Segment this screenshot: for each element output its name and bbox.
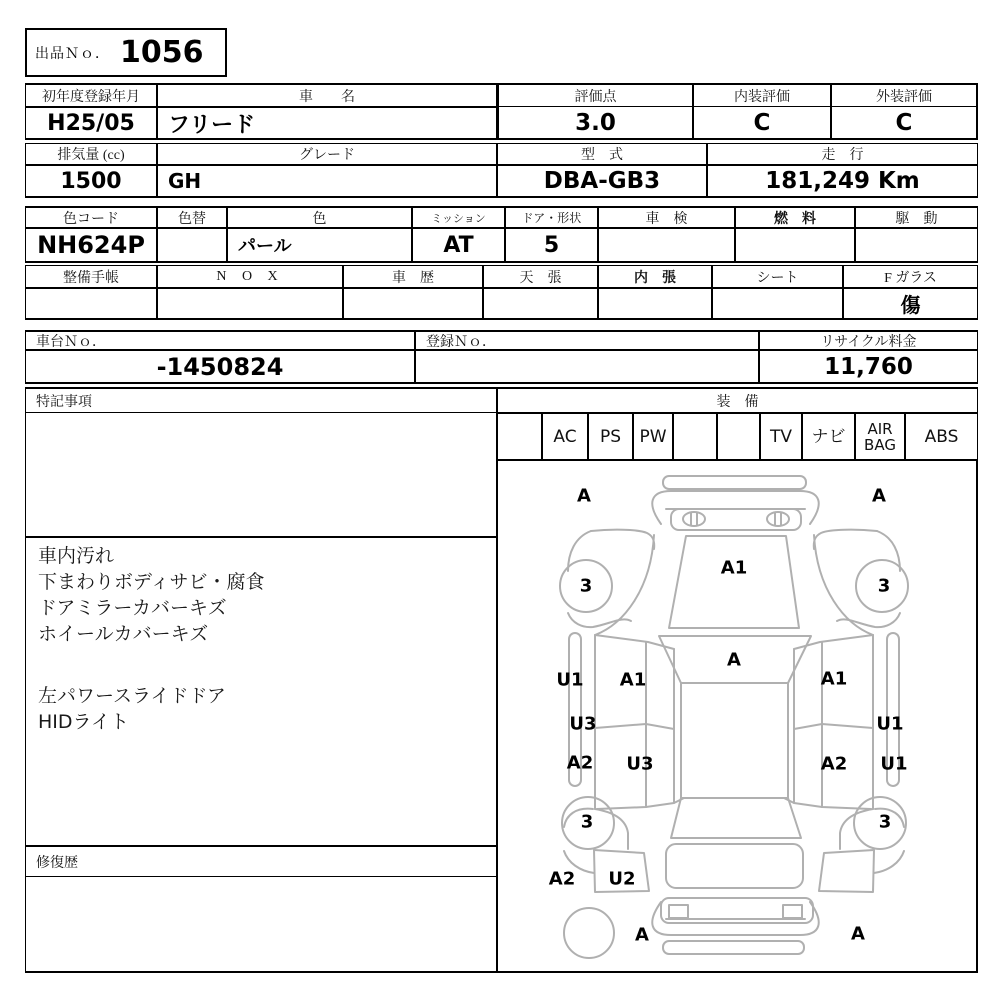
- damage-code-label: 3: [878, 811, 892, 833]
- notes-empty-box: [25, 413, 497, 537]
- chassis-no-label: 車台Ｎｏ．: [25, 330, 415, 350]
- displacement-label: 排気量 (cc): [25, 143, 157, 165]
- note-line: 左パワースライドドア: [38, 685, 226, 707]
- car-name-label: 車 名: [157, 83, 497, 107]
- damage-code-label: A1: [619, 669, 647, 691]
- equipment-header: 装 備: [497, 387, 978, 413]
- registration-year-value: H25/05: [25, 107, 157, 140]
- equipment-cell-navi: ナビ: [802, 413, 855, 460]
- inspection-label: 車 検: [598, 206, 735, 228]
- transmission-label: ミッション: [412, 206, 505, 228]
- equipment-cell: [717, 413, 760, 460]
- history-value: [343, 288, 483, 320]
- color-code-label: 色コード: [25, 206, 157, 228]
- exterior-grade-value: C: [830, 107, 976, 138]
- maintenance-book-value: [25, 288, 157, 320]
- special-notes-header: 特記事項: [25, 387, 497, 413]
- equipment-cell-airbag: AIR BAG: [855, 413, 905, 460]
- score-value: 3.0: [575, 109, 616, 136]
- equipment-cell-ac: AC: [542, 413, 588, 460]
- equipment-cell-abs: ABS: [905, 413, 978, 460]
- front-glass-label: F ガラス: [843, 265, 978, 288]
- equipment-cell-ps: PS: [588, 413, 633, 460]
- note-line: HIDライト: [38, 711, 129, 733]
- color-change-label: 色替: [157, 206, 227, 228]
- damage-code-label: A: [851, 923, 865, 945]
- note-line: 車内汚れ: [38, 545, 115, 567]
- damage-code-label: 3: [877, 575, 891, 597]
- damage-code-label: A1: [820, 668, 848, 690]
- grade-label: グレード: [157, 143, 497, 165]
- damage-diagram: [497, 460, 978, 973]
- equipment-cell: [497, 413, 542, 460]
- model-code-label: 型 式: [497, 143, 707, 165]
- damage-code-label: A2: [566, 752, 594, 774]
- displacement-value: 1500: [25, 165, 157, 198]
- damage-code-label: U1: [880, 753, 908, 775]
- recycle-fee-value: 11,760: [759, 350, 978, 384]
- damage-code-label: A2: [548, 868, 576, 890]
- grade-score-block: [497, 83, 978, 140]
- transmission-value: AT: [412, 228, 505, 263]
- seat-value: [712, 288, 843, 320]
- drive-value: [855, 228, 978, 263]
- lot-number-value: 1056: [120, 35, 204, 70]
- damage-code-label: U3: [569, 713, 597, 735]
- damage-code-label: U3: [626, 753, 654, 775]
- color-label: 色: [227, 206, 412, 228]
- interior-trim-value: [598, 288, 712, 320]
- registration-year-label: 初年度登録年月: [25, 83, 157, 107]
- doors-label: ドア・形状: [505, 206, 598, 228]
- nox-value: [157, 288, 343, 320]
- damage-code-label: A1: [720, 557, 748, 579]
- equipment-cell-pw: PW: [633, 413, 673, 460]
- front-glass-value: 傷: [843, 288, 978, 320]
- repair-history-header: 修復歴: [25, 845, 497, 877]
- car-name-value: フリード: [157, 107, 497, 140]
- special-notes-box: [25, 537, 497, 845]
- damage-code-label: 3: [580, 811, 594, 833]
- color-change-value: [157, 228, 227, 263]
- damage-code-label: U2: [608, 868, 636, 890]
- score-label: 評価点: [499, 85, 692, 107]
- history-label: 車 歴: [343, 265, 483, 288]
- exterior-grade-label: 外装評価: [830, 85, 976, 107]
- fuel-value: [735, 228, 855, 263]
- fuel-label: 燃 料: [735, 206, 855, 228]
- damage-code-label: 3: [579, 575, 593, 597]
- headliner-label: 天 張: [483, 265, 598, 288]
- equipment-cell-tv: TV: [760, 413, 802, 460]
- registration-no-label: 登録Ｎｏ．: [415, 330, 759, 350]
- damage-code-label: A: [635, 924, 649, 946]
- drive-label: 駆 動: [855, 206, 978, 228]
- damage-code-label: U1: [556, 669, 584, 691]
- grade-value: GH: [157, 165, 497, 198]
- note-line: ホイールカバーキズ: [38, 623, 209, 645]
- model-code-value: DBA-GB3: [497, 165, 707, 198]
- interior-grade-value: C: [692, 107, 830, 138]
- repair-history-box: [25, 877, 497, 973]
- mileage-value: 181,249 Km: [707, 165, 978, 198]
- equipment-cell: [673, 413, 717, 460]
- note-line: 下まわりボディサビ・腐食: [38, 571, 265, 593]
- damage-code-label: A: [727, 649, 741, 671]
- lot-number-label: 出品Ｎｏ．: [35, 46, 110, 62]
- lot-number-box: [25, 28, 227, 77]
- nox-label: N O X: [157, 265, 343, 288]
- recycle-fee-label: リサイクル料金: [759, 330, 978, 350]
- interior-trim-label: 内 張: [598, 265, 712, 288]
- mileage-label: 走 行: [707, 143, 978, 165]
- registration-no-value: [415, 350, 759, 384]
- color-code-value: NH624P: [25, 228, 157, 263]
- damage-code-label: A: [577, 485, 591, 507]
- headliner-value: [483, 288, 598, 320]
- inspection-value: [598, 228, 735, 263]
- doors-value: 5: [505, 228, 598, 263]
- chassis-no-value: -1450824: [25, 350, 415, 384]
- note-line: ドアミラーカバーキズ: [38, 597, 227, 619]
- damage-code-label: U1: [876, 713, 904, 735]
- interior-grade-label: 内装評価: [692, 85, 830, 107]
- damage-code-label: A: [872, 485, 886, 507]
- maintenance-book-label: 整備手帳: [25, 265, 157, 288]
- damage-code-label: A2: [820, 753, 848, 775]
- seat-label: シート: [712, 265, 843, 288]
- color-value: パール: [227, 228, 412, 263]
